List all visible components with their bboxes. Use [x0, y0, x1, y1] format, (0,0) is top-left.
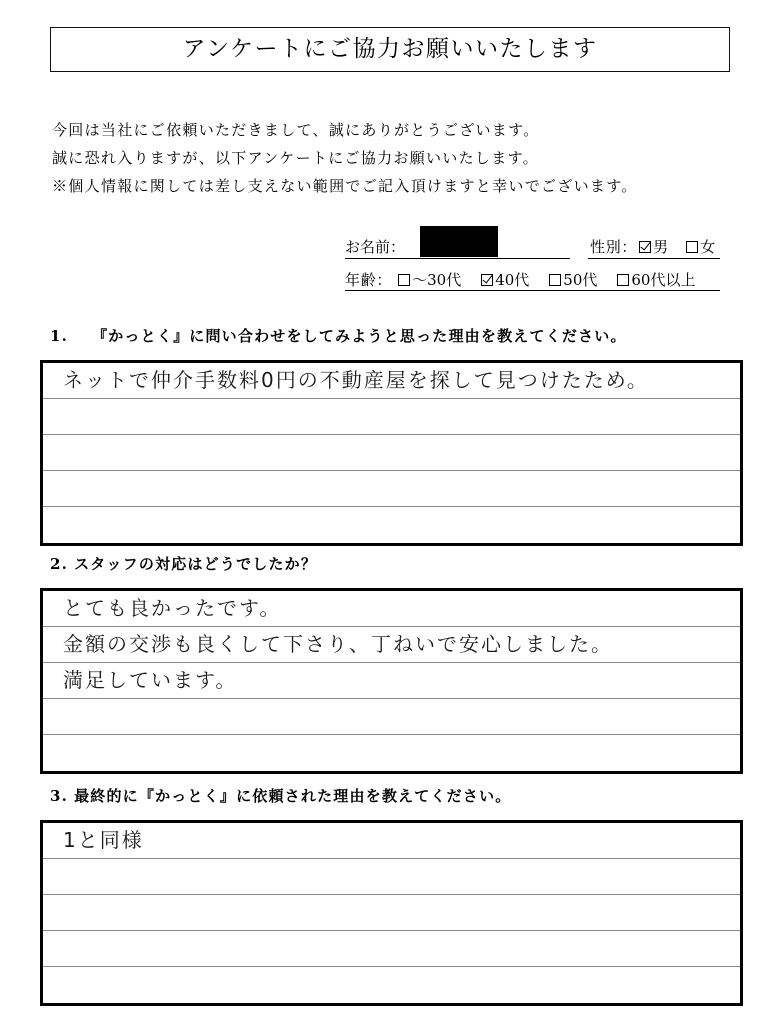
intro-line: 誠に恐れ入りますが、以下アンケートにご協力お願いいたします。 [52, 149, 539, 167]
age-50s-label: 50代 [563, 271, 598, 289]
question-number: 2. [50, 555, 69, 573]
female-label: 女 [700, 238, 716, 256]
age-under-30-checkbox [398, 274, 410, 286]
answer-line [43, 895, 740, 931]
gender-field [590, 238, 715, 256]
answer-line: ネットで仲介手数料0円の不動産屋を探して見つけたため。 [43, 363, 740, 399]
male-checkbox [639, 241, 651, 253]
question-3 [50, 787, 511, 805]
question-number: 3. [50, 787, 69, 805]
question-text: 『かっとく』に問い合わせをしてみようと思った理由を教えてください。 [92, 327, 627, 345]
intro-line: ※個人情報に関しては差し支えない範囲でご記入頂けますと幸いでございます。 [52, 177, 638, 195]
answer-line [43, 699, 740, 735]
answer-box-2 [40, 588, 743, 774]
age-50s-checkbox [549, 274, 561, 286]
answer-line [43, 735, 740, 771]
gender-underline [588, 258, 720, 259]
intro-text [52, 116, 638, 200]
question-1 [50, 327, 627, 345]
age-under-30-label: ～30代 [412, 271, 462, 289]
answer-line: 満足しています。 [43, 663, 740, 699]
answer-line: 1と同様 [43, 823, 740, 859]
gender-option-female [686, 238, 715, 256]
question-number: 1. [50, 327, 69, 345]
female-checkbox [686, 241, 698, 253]
survey-title: アンケートにご協力お願いいたします [50, 27, 730, 72]
question-text: 最終的に『かっとく』に依頼された理由を教えてください。 [74, 787, 512, 805]
answer-line: とても良かったです。 [43, 591, 740, 627]
age-40s-label: 40代 [495, 271, 530, 289]
answer-line [43, 471, 740, 507]
age-40s-checkbox [481, 274, 493, 286]
answer-box-1 [40, 360, 743, 546]
name-label: お名前： [345, 238, 406, 256]
age-option-40s [481, 271, 529, 289]
gender-option-male [639, 238, 668, 256]
answer-line [43, 399, 740, 435]
answer-line [43, 507, 740, 543]
age-option-60-plus [617, 271, 695, 289]
question-text: スタッフの対応はどうでしたか？ [74, 555, 318, 573]
age-60-plus-label: 60代以上 [631, 271, 696, 289]
question-2 [50, 555, 317, 573]
age-option-50s [549, 271, 597, 289]
gender-label: 性別： [590, 238, 638, 256]
answer-line [43, 931, 740, 967]
age-option-under-30 [398, 271, 461, 289]
male-label: 男 [653, 238, 669, 256]
answer-line: 金額の交渉も良くして下さり、丁ねいで安心しました。 [43, 627, 740, 663]
age-underline [345, 290, 720, 291]
answer-line [43, 859, 740, 895]
intro-line: 今回は当社にご依頼いただきまして、誠にありがとうございます。 [52, 121, 540, 139]
name-underline [345, 258, 570, 259]
answer-line [43, 967, 740, 1003]
redacted-name [420, 226, 498, 257]
age-field [345, 271, 695, 289]
age-60-plus-checkbox [617, 274, 629, 286]
age-label: 年齢： [345, 271, 393, 289]
answer-box-3 [40, 820, 743, 1006]
answer-line [43, 435, 740, 471]
